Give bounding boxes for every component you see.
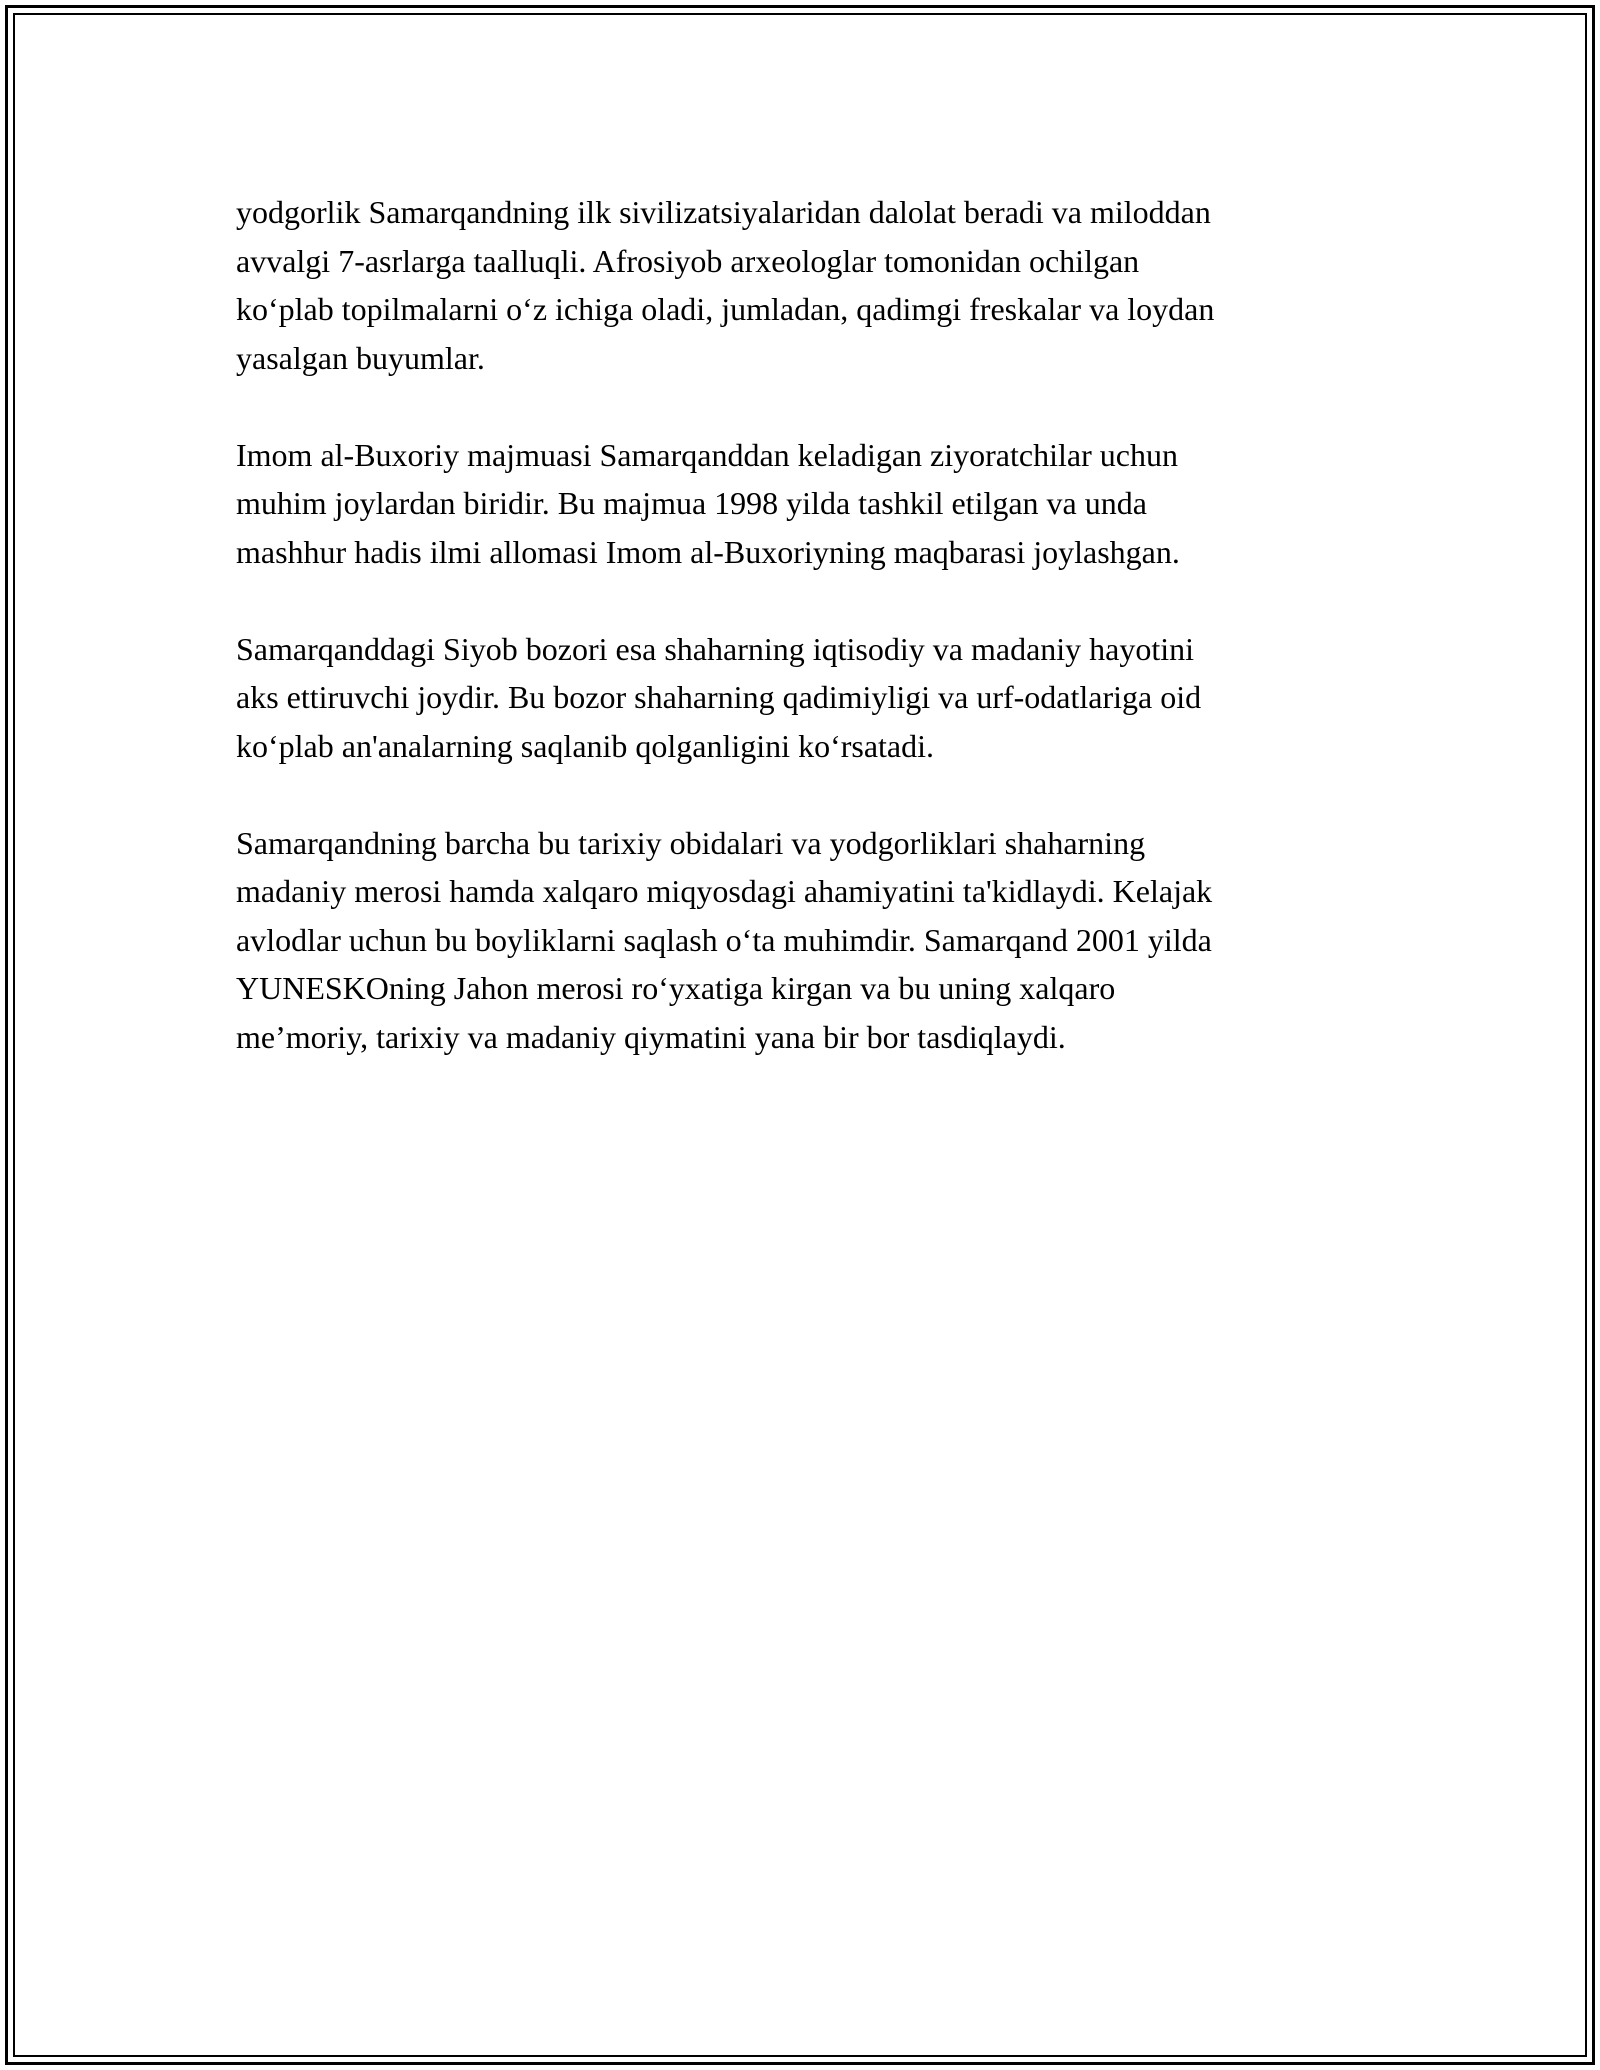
paragraph-spacing <box>236 382 1364 431</box>
paragraph-spacing <box>236 576 1364 625</box>
paragraph-heritage <box>236 819 1364 1062</box>
text-line: yodgorlik Samarqandning ilk sivilizatsiyalaridan dalolat beradi va miloddan <box>236 194 1211 230</box>
text-line: YUNESKOning Jahon merosi ro‘yxatiga kirgan va bu uning xalqaro <box>236 970 1116 1006</box>
text-line: madaniy merosi hamda xalqaro miqyosdagi ahamiyatini ta'kidlaydi. Kelajak <box>236 873 1213 909</box>
text-line: Samarqandning barcha bu tarixiy obidalari va yodgorliklari shaharning <box>236 824 1146 861</box>
document-body <box>236 188 1364 1061</box>
paragraph-siyob-bozori <box>236 625 1364 771</box>
text-line: Samarqanddagi Siyob bozori esa shaharning iqtisodiy va madaniy hayotini <box>236 630 1195 667</box>
text-line: ko‘plab topilmalarni o‘z ichiga oladi, jumladan, qadimgi freskalar va loydan <box>236 291 1215 327</box>
text-line: avvalgi 7-asrlarga taalluqli. Afrosiyob arxeologlar tomonidan ochilgan <box>236 242 1140 279</box>
paragraph-spacing <box>236 770 1364 819</box>
text-line: mashhur hadis ilmi allomasi Imom al-Buxoriyning maqbarasi joylashgan. <box>236 533 1180 570</box>
paragraph-imom-al-buxoriy <box>236 431 1364 577</box>
text-line: ko‘plab an'analarning saqlanib qolganligini ko‘rsatadi. <box>236 727 935 764</box>
text-line: me’moriy, tarixiy va madaniy qiymatini yana bir bor tasdiqlaydi. <box>236 1018 1066 1055</box>
text-line: Imom al-Buxoriy majmuasi Samarqanddan keladigan ziyoratchilar uchun <box>236 436 1178 473</box>
text-line: avlodlar uchun bu boyliklarni saqlash o‘ta muhimdir. Samarqand 2001 yilda <box>236 921 1212 958</box>
text-line: yasalgan buyumlar. <box>236 339 485 376</box>
text-line: aks ettiruvchi joydir. Bu bozor shaharning qadimiyligi va urf-odatlariga oid <box>236 679 1202 715</box>
text-line: muhim joylardan biridir. Bu majmua 1998 yilda tashkil etilgan va unda <box>236 485 1147 521</box>
paragraph-afrosiyob <box>236 188 1364 382</box>
